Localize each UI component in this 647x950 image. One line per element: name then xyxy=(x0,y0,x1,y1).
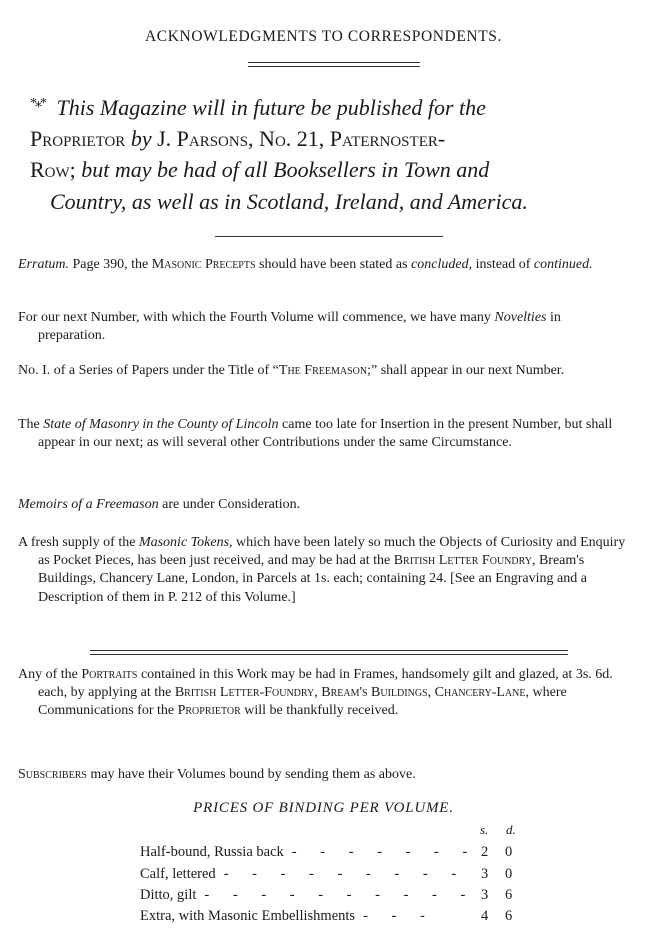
price-pence: 6 xyxy=(505,887,513,903)
erratum-italic: continued. xyxy=(533,257,593,272)
notice-text-2: but may be had of all Booksellers in Town and xyxy=(81,157,490,183)
note-text: Bream's Buildings, Chancery Lane, London, in Parcels at 1s. each; containing 24. [See an Engraving and a Description of them in P. 212 of this Volume.] xyxy=(38,553,587,605)
heading-rule-under xyxy=(248,66,420,67)
price-shillings: 4 xyxy=(481,908,489,924)
erratum-text: Page 390, the xyxy=(72,257,149,272)
price-shillings: 2 xyxy=(481,844,489,860)
note-text: where Communications for the xyxy=(38,685,567,719)
notice-text-3: Country, as well as in Scotland, Ireland, and America. xyxy=(50,188,528,214)
note-text: ;” shall appear in our next Number. xyxy=(367,363,565,378)
publication-notice xyxy=(30,92,610,217)
price-item: Ditto, gilt xyxy=(140,887,197,903)
section-divider-2-under xyxy=(90,654,568,655)
note-text: For our next Number, with which the Fourth Volume will commence, we have many xyxy=(18,310,491,325)
asterism-icon: *⁎* xyxy=(30,95,45,111)
portraits-note xyxy=(18,666,628,721)
price-shillings: 3 xyxy=(481,887,489,903)
note-text: Any of the xyxy=(18,667,78,682)
note-italic: Novelties xyxy=(494,310,547,325)
erratum-text: should have been stated as xyxy=(259,257,408,272)
subscribers-note xyxy=(18,766,628,784)
section-divider-1 xyxy=(215,236,443,237)
lincoln-note xyxy=(18,416,628,452)
erratum-note xyxy=(18,256,628,274)
memoirs-note xyxy=(18,496,628,514)
price-leader: - - - xyxy=(363,908,435,924)
note-text: contained in this Work may be had in Frames, handsomely gilt and glazed, at 3s. 6d. each, by applying at the xyxy=(38,667,613,701)
freemason-note xyxy=(18,362,628,380)
price-leader: - - - - - - - - - xyxy=(223,866,467,882)
erratum-text: instead of xyxy=(475,257,531,272)
note-title: Subscribers xyxy=(18,767,87,782)
note-text: in preparation. xyxy=(38,310,561,344)
notice-name: J. Parsons, No. 21, Paternoster- xyxy=(157,126,446,152)
section-divider-2 xyxy=(90,650,568,651)
note-title: The Freemason xyxy=(278,363,368,378)
note-text: A fresh supply of the xyxy=(18,535,136,550)
price-item: Calf, lettered xyxy=(140,866,216,882)
price-row xyxy=(140,844,477,861)
price-row xyxy=(140,887,475,904)
note-italic: Masonic Tokens, xyxy=(138,535,233,550)
notice-by: by xyxy=(130,126,152,152)
tokens-note xyxy=(18,534,628,607)
note-title: Portraits xyxy=(81,667,138,682)
note-text: which have been lately so much the Objects of Curiosity and Enquiry as Pocket Pieces, has been just received, and may be had at the xyxy=(38,535,626,569)
note-text: may have their Volumes bound by sending them as above. xyxy=(90,767,416,782)
note-text: will be thankfully received. xyxy=(244,703,399,719)
erratum-label: Erratum. xyxy=(18,257,69,272)
note-text: The xyxy=(18,417,40,432)
note-text: No. I. of a Series of Papers under the Title of “ xyxy=(18,363,279,378)
price-item: Extra, with Masonic Embellishments xyxy=(140,908,356,924)
unit-shillings: s. xyxy=(480,822,489,837)
erratum-italic: concluded, xyxy=(411,257,473,272)
price-pence: 6 xyxy=(505,908,513,924)
prices-title: PRICES OF BINDING PER VOLUME. xyxy=(193,800,454,816)
notice-text-1: This Magazine will in future be published for the xyxy=(56,95,486,120)
price-row xyxy=(140,908,435,925)
notice-proprietor: Proprietor xyxy=(30,126,126,152)
heading-rule xyxy=(248,62,420,63)
price-shillings: 3 xyxy=(481,866,489,882)
price-row xyxy=(140,866,466,883)
note-title: Proprietor xyxy=(177,703,241,719)
erratum-title: Masonic Precepts xyxy=(151,257,256,272)
price-leader: - - - - - - - - - - xyxy=(204,887,476,903)
note-title: British Letter Foundry, xyxy=(393,553,536,569)
page-heading: ACKNOWLEDGMENTS TO CORRESPONDENTS. xyxy=(145,28,502,45)
notice-row: Row; xyxy=(30,157,76,183)
note-italic: Memoirs of a Freemason xyxy=(18,497,159,512)
price-item: Half-bound, Russia back xyxy=(140,844,284,860)
note-title: British Letter-Foundry, Bream's Buildings, Chancery-Lane, xyxy=(174,685,529,701)
note-text: came too late for Insertion in the present Number, but shall appear in our next; as will several other Contributions under the same Circumstance. xyxy=(38,417,613,451)
price-leader: - - - - - - - xyxy=(291,844,478,860)
next-number-note xyxy=(18,309,628,345)
note-text: are under Consideration. xyxy=(162,497,301,512)
price-pence: 0 xyxy=(505,844,513,860)
price-pence: 0 xyxy=(505,866,513,882)
note-italic: State of Masonry in the County of Lincoln xyxy=(43,417,279,432)
unit-pence: d. xyxy=(506,822,516,837)
